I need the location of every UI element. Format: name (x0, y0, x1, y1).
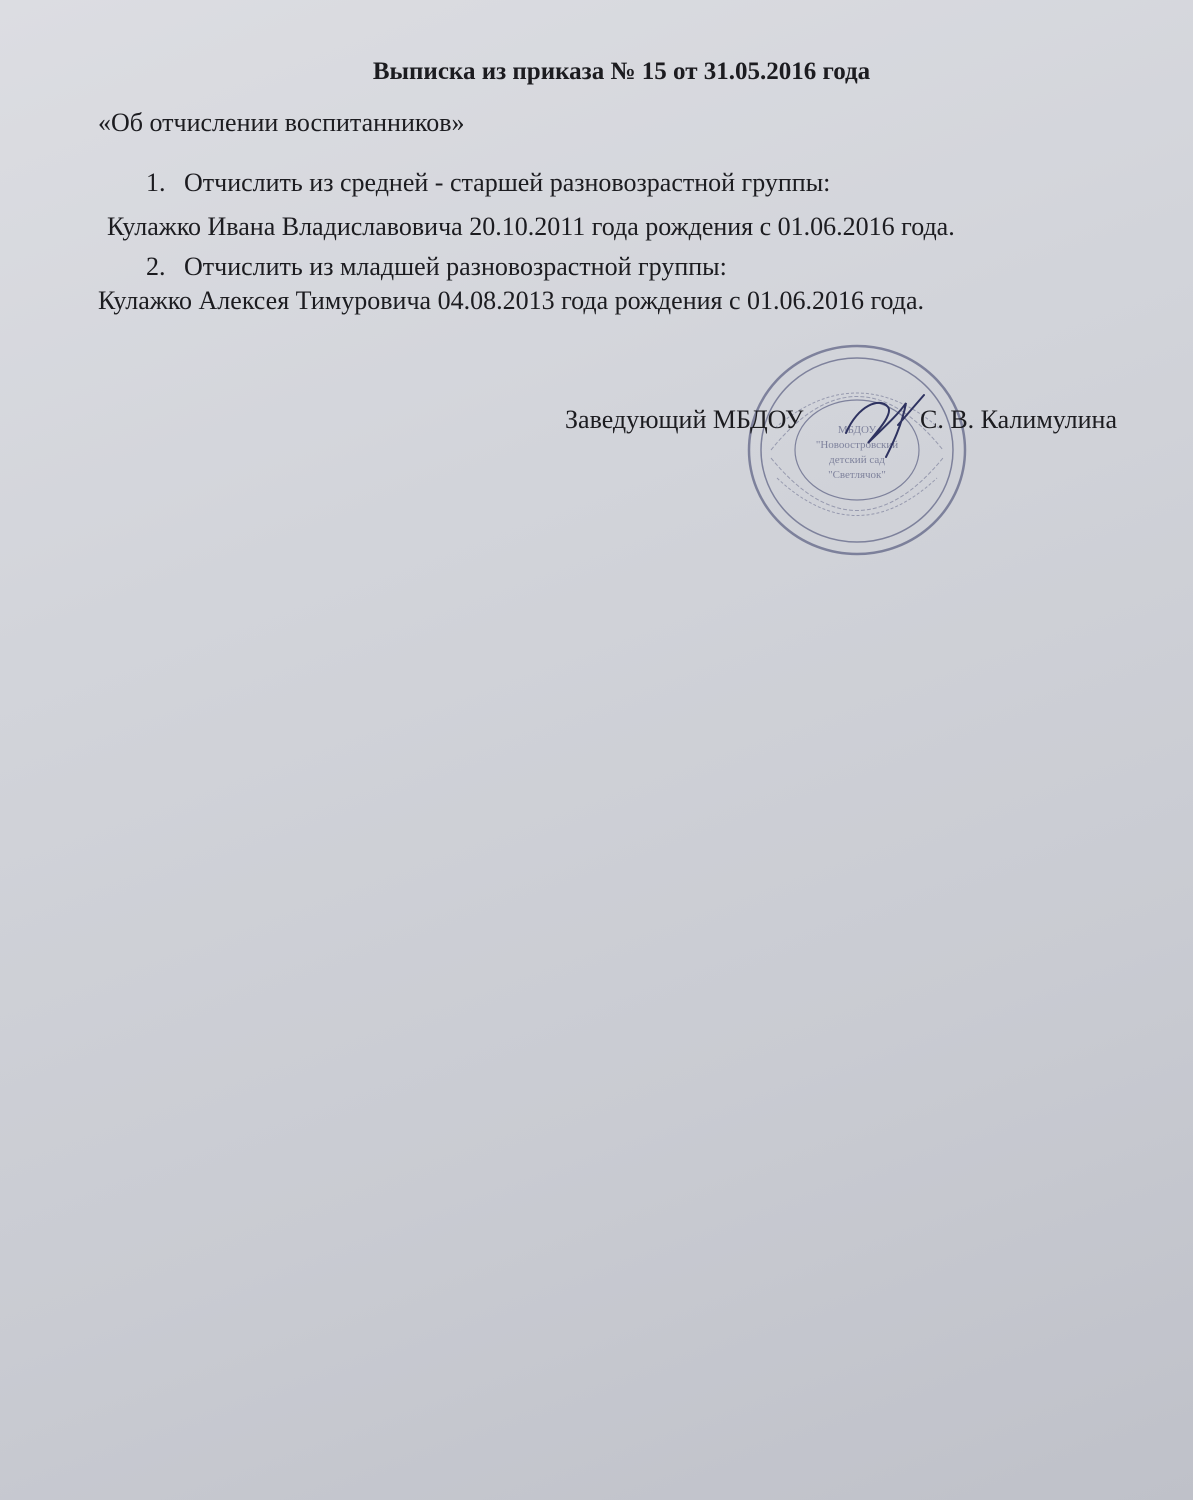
handwritten-signature (828, 385, 938, 465)
list-item-1-text: Отчислить из средней - старшей разновозрастной группы: (184, 168, 831, 197)
list-item-2-number: 2. (146, 252, 166, 281)
stamp-line-4: "Светлячок" (828, 469, 886, 481)
signatory-name: С. В. Калимулина (920, 405, 1117, 434)
list-item-2-text: Отчислить из младшей разновозрастной группы: (184, 252, 727, 281)
list-item-2-detail: Кулажко Алексея Тимуровича 04.08.2013 года рождения с 01.06.2016 года. (98, 286, 925, 315)
document-title: Выписка из приказа № 15 от 31.05.2016 года (372, 58, 871, 85)
signature-block (565, 405, 1117, 435)
stamp-line-2: "Новоостровский (815, 439, 899, 451)
stamp-line-3: детский сад (829, 454, 885, 466)
document-subject: «Об отчислении воспитанников» (98, 108, 465, 137)
list-item-2-heading (146, 252, 727, 282)
list-item-1-detail: Кулажко Ивана Владиславовича 20.10.2011 года рождения с 01.06.2016 года. (107, 212, 955, 241)
stamp-line-1: МБДОУ (837, 424, 877, 436)
list-item-1-number: 1. (146, 168, 166, 197)
list-item-1-heading (146, 168, 830, 198)
signatory-position: Заведующий МБДОУ (565, 405, 804, 434)
